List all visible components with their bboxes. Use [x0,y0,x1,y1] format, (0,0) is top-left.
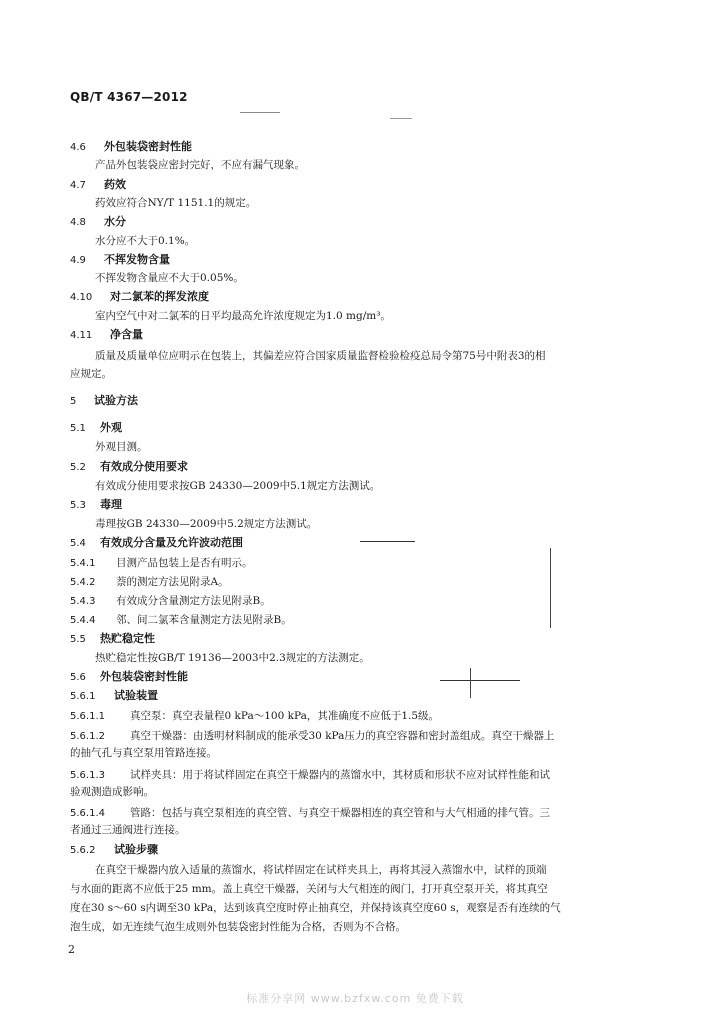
clause-number: 5.4.3 [70,596,96,607]
clause-5-5-text: 热贮稳定性按GB/T 19136—2003中2.3规定的方法测定。 [95,652,370,664]
clause-5-6-2-line3: 度在30 s～60 s内调至30 kPa，达到该真空度时停止抽真空，并保持该真空度60 s，观察是否有连续的气 [70,902,561,914]
clause-4-11-text-line2: 应规定。 [70,368,112,380]
clause-number: 4.7 [70,180,86,191]
page-number: 2 [68,943,75,956]
section-5-6-2-heading [70,843,158,858]
clause-5-6-2-line1: 在真空干燥器内放入适量的蒸馏水，将试样固定在试样夹具上，再将其浸入蒸馏水中，试样的顶端 [95,864,547,876]
clause-text: 目测产品包装上是否有明示。 [116,557,253,569]
clause-5-4-4 [70,613,292,628]
clause-4-9-text: 不挥发物含量应不大于0.05%。 [95,272,244,284]
clause-number: 5.1 [70,423,86,434]
section-5-4-heading [70,536,243,551]
clause-title: 外包装袋密封性能 [104,140,192,153]
clause-4-10-text: 室内空气中对二氯苯的日平均最高允许浓度规定为1.0 mg/m³。 [95,310,391,322]
clause-number: 5.4.1 [70,558,96,569]
section-4-11-heading [70,328,143,343]
standard-code-header: QB/T 4367—2012 [70,90,188,104]
clause-text: 萘的测定方法见附录A。 [116,576,229,588]
clause-title: 试验方法 [94,394,138,407]
section-5-6-1-heading [70,689,158,704]
scan-artifact-vline [470,668,471,698]
clause-title: 有效成分使用要求 [100,460,188,473]
clause-number: 4.8 [70,217,86,228]
clause-text-line1: 试样夹具：用于将试样固定在真空干燥器内的蒸馏水中，其材质和形状不应对试样性能和试 [130,769,550,781]
section-4-9-heading [70,253,170,268]
clause-4-11-text-line1: 质量及质量单位应明示在包装上，其偏差应符合国家质量监督检验检疫总局令第75号中附表3的相 [95,350,546,362]
clause-text: 邻、间二氯苯含量测定方法见附录B。 [116,614,292,626]
clause-number: 5.5 [70,634,86,645]
clause-number: 5.6.1.2 [70,731,105,742]
clause-number: 5.2 [70,462,86,473]
clause-number: 5.6.1.4 [70,808,105,819]
clause-5-6-1-2 [70,729,554,744]
section-4-10-heading [70,290,209,305]
clause-text: 有效成分含量测定方法见附录B。 [116,595,271,607]
clause-number: 4.9 [70,255,86,266]
section-5-heading [70,394,138,409]
clause-number: 5.3 [70,500,86,511]
clause-number: 5.4.4 [70,615,96,626]
clause-title: 热贮稳定性 [100,632,155,645]
clause-title: 净含量 [110,328,143,341]
clause-5-6-1-4 [70,806,550,821]
clause-title: 外观 [100,421,122,434]
section-5-3-heading [70,498,122,513]
clause-5-1-text: 外观目测。 [95,441,148,453]
section-4-7-heading [70,178,126,193]
scan-artifact-vline [550,548,551,628]
section-5-5-heading [70,632,155,647]
section-4-6-heading [70,140,192,155]
clause-5-4-3 [70,594,271,609]
clause-title: 药效 [104,178,126,191]
scan-artifact-line [360,541,415,542]
clause-5-6-2-line2: 与水面的距离不应低于25 mm。盖上真空干燥器，关闭与大气相连的阀门，打开真空泵开关，将其真空 [70,883,548,895]
clause-title: 试验装置 [114,689,158,702]
clause-number: 4.6 [70,142,86,153]
watermark-footer: 标准分享网 www.bzfxw.com 免费下载 [246,992,464,1005]
clause-5-4-2 [70,575,229,590]
section-4-8-heading [70,215,126,230]
clause-text-line1: 管路：包括与真空泵相连的真空管、与真空干燥器相连的真空管和与大气相通的排气管。三 [130,807,550,819]
clause-5-6-2-line4: 泡生成，如无连续气泡生成则外包装袋密封性能为合格，否则为不合格。 [70,921,406,933]
clause-title: 对二氯苯的挥发浓度 [110,290,209,303]
clause-5-6-1-3-line2: 验观测造成影响。 [70,786,154,798]
section-5-1-heading [70,421,122,436]
section-5-2-heading [70,460,188,475]
clause-number: 5.6 [70,672,86,683]
clause-5-6-1-3 [70,768,550,783]
clause-title: 毒理 [100,498,122,511]
clause-number: 5.6.2 [70,845,96,856]
clause-title: 水分 [104,215,126,228]
clause-title: 不挥发物含量 [104,253,170,266]
clause-number: 5.4.2 [70,577,96,588]
clause-number: 4.10 [70,292,93,303]
clause-5-2-text: 有效成分使用要求按GB 24330—2009中5.1规定方法测试。 [95,480,381,492]
clause-text-line1: 真空干燥器：由透明材料制成的能承受30 kPa压力的真空容器和密封盖组成。真空干燥器上 [130,730,555,742]
clause-4-6-text: 产品外包装袋应密封完好，不应有漏气现象。 [95,159,305,171]
clause-number: 5 [70,396,77,407]
clause-title: 外包装袋密封性能 [100,670,188,683]
clause-title: 试验步骤 [114,843,158,856]
clause-5-4-1 [70,556,253,571]
clause-5-3-text: 毒理按GB 24330—2009中5.2规定方法测试。 [95,518,318,530]
scan-artifact-line [440,680,520,681]
clause-number: 5.4 [70,538,86,549]
section-5-6-heading [70,670,188,685]
clause-5-6-1-2-line2: 的抽气孔与真空泵用管路连接。 [70,747,217,759]
clause-4-8-text: 水分应不大于0.1%。 [95,235,196,247]
clause-number: 5.6.1.1 [70,711,105,722]
clause-4-7-text: 药效应符合NY/T 1151.1的规定。 [95,197,257,209]
clause-text: 真空泵：真空表量程0 kPa～100 kPa，其准确度不应低于1.5级。 [130,710,440,722]
clause-number: 5.6.1.3 [70,770,105,781]
clause-5-6-1-4-line2: 者通过三通阀进行连接。 [70,824,186,836]
scan-artifact-line [390,118,412,119]
clause-number: 5.6.1 [70,691,96,702]
clause-5-6-1-1 [70,709,439,724]
scan-artifact-line [240,112,280,113]
clause-number: 4.11 [70,330,93,341]
clause-title: 有效成分含量及允许波动范围 [100,536,243,549]
